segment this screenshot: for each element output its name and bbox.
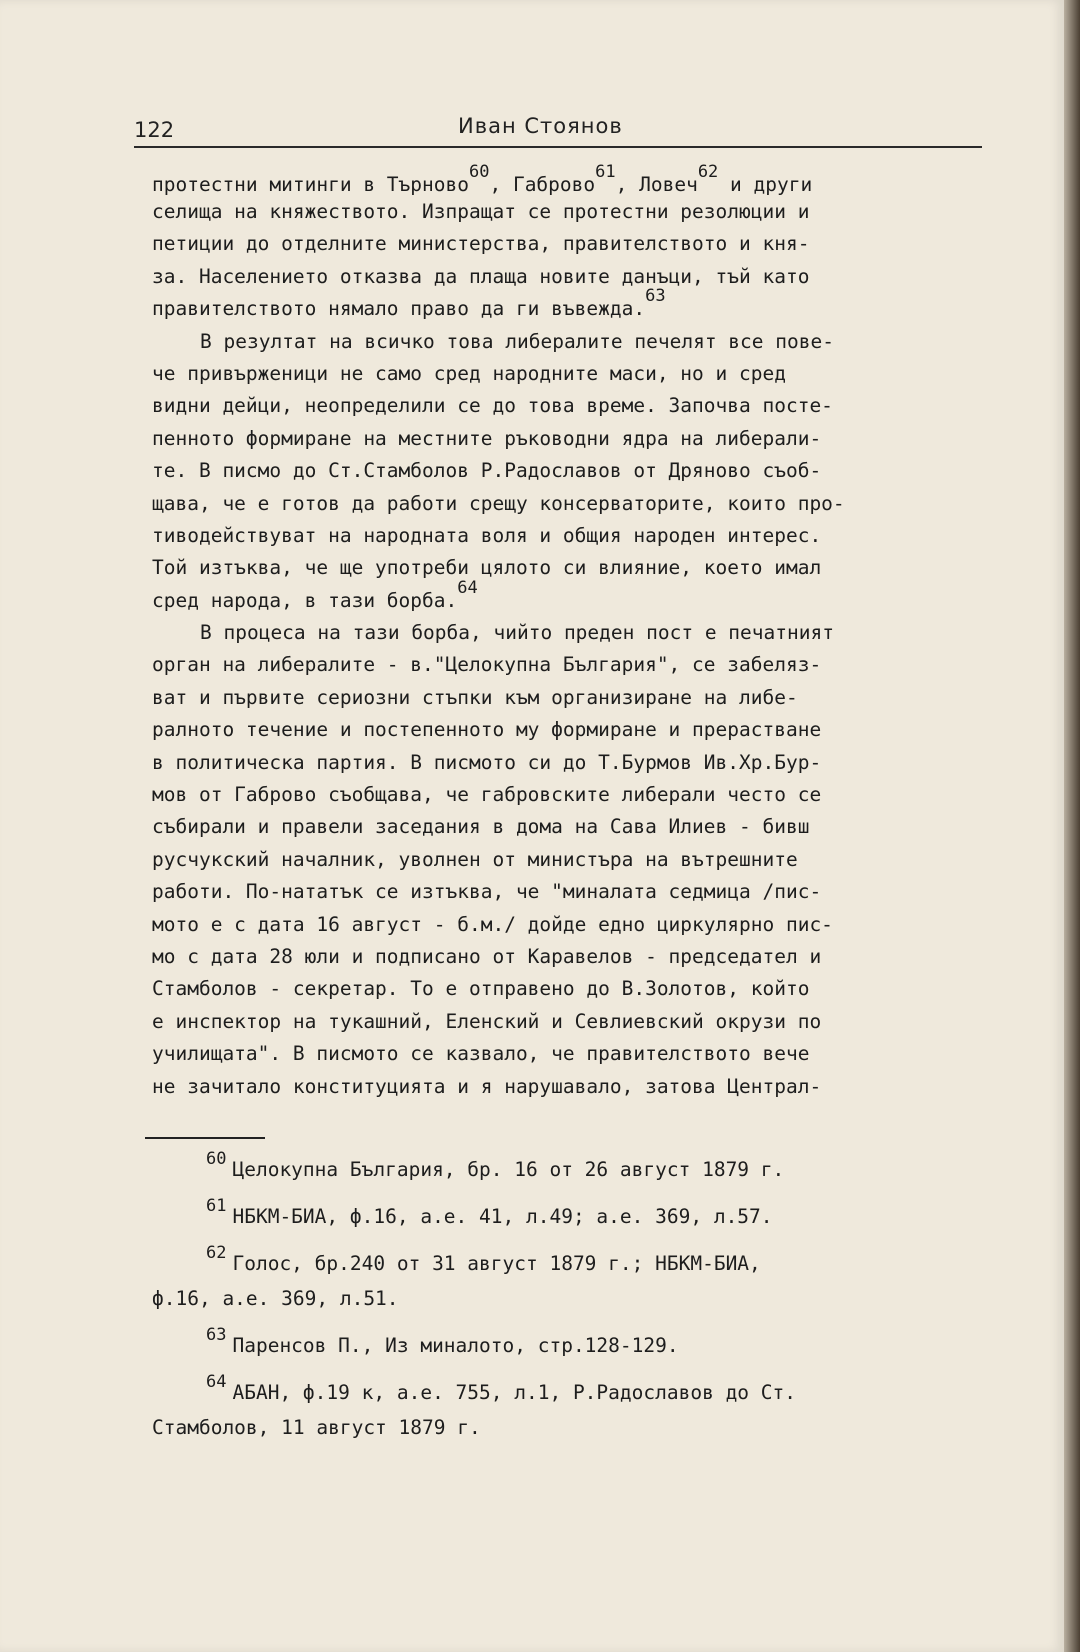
text-line: видни дейци, неопределили се до това време. Започва посте- <box>152 394 833 418</box>
text-line: за. Населението отказва да плаща новите данъци, тъй като <box>152 264 810 288</box>
text-line: ралното течение и постепенното му формиране и прерастване <box>152 718 822 742</box>
footnote-63: 63 Паренсов П., Из миналото, стр.128-129. <box>206 1325 679 1357</box>
text-line: те. В писмо до Ст.Стамболов Р.Радославов от Дряново съоб- <box>152 459 822 483</box>
footnote-ref: 64 <box>457 577 478 598</box>
text-line: селища на княжеството. Изпращат се протестни резолюции и <box>152 200 810 223</box>
footnote-64: 64 АБАН, ф.19 к, а.е. 755, л.1, Р.Радославов до Ст. <box>206 1372 797 1404</box>
page-edge-shadow <box>1064 0 1080 1652</box>
header-rule <box>134 146 982 148</box>
text-line: в политическа партия. В писмото си до Т.Бурмов Ив.Хр.Бур- <box>152 750 822 774</box>
paragraph-start: В процеса на тази борба, чийто преден пост е печатният <box>200 621 834 645</box>
text-line: ват и първите сериозни стъпки към организиране на либе- <box>152 685 798 709</box>
text-line: Той изтъква, че ще употреби цялото си влияние, което имал <box>152 556 822 580</box>
text-line: орган на либералите - в."Целокупна България", се забеляз- <box>152 653 822 677</box>
text-line: училищата". В писмото се казвало, че правителството вече <box>152 1042 810 1066</box>
text-line: че привърженици не само сред народните маси, но и сред <box>152 361 786 385</box>
footnote-separator <box>145 1137 265 1139</box>
text-line: правителството нямало право да ги въвежда.$^{63}$ <box>152 286 666 321</box>
text-line: протестни митинги в Търново$^{60}$, Габрово$^{61}$, Ловеч$^{62}$ и други <box>152 162 813 196</box>
text-line: сред народа, в тази борба.$^{64}$ <box>152 577 478 612</box>
text-line: мото е с дата 16 август - б.м./ дойде едно циркулярно пис- <box>152 912 833 936</box>
footnote-ref: 63 <box>645 286 666 307</box>
text-line: Стамболов - секретар. То е отправено до В.Золотов, който <box>152 977 810 1001</box>
footnote-62-continued: ф.16, а.е. 369, л.51. <box>152 1287 399 1310</box>
footnote-64-continued: Стамболов, 11 август 1879 г. <box>152 1416 481 1439</box>
footnote-ref: 61 <box>595 162 616 182</box>
text-line: петиции до отделните министерства, правителството и кня- <box>152 232 810 256</box>
footnote-61: 61 НБКМ-БИА, ф.16, а.е. 41, л.49; а.е. 369, л.57. <box>206 1196 773 1228</box>
text-line: мо с дата 28 юли и подписано от Каравелов - председател и <box>152 944 822 968</box>
running-head: Иван Стоянов <box>458 114 623 138</box>
text-line: тиводействуват на народната воля и общия народен интерес. <box>152 523 822 547</box>
text-line: работи. По-нататък се изтъква, че "миналата седмица /пис- <box>152 880 822 904</box>
footnote-60: 60 Целокупна България, бр. 16 от 26 август 1879 г. <box>206 1149 785 1181</box>
text-line: щава, че е готов да работи срещу консерваторите, които про- <box>152 491 845 515</box>
text-line: мов от Габрово съобщава, че габровските либерали често се <box>152 783 822 807</box>
text-line: събирали и правели заседания в дома на Сава Илиев - бивш <box>152 815 810 839</box>
footnotes <box>152 1140 992 1445</box>
text-line: е инспектор на тукашний, Еленский и Севлиевский окрузи по <box>152 1009 822 1033</box>
text-line: русчукский началник, уволнен от министъра на вътрешните <box>152 847 798 871</box>
footnote-ref: 62 <box>697 162 719 182</box>
paragraph-start: В резултат на всичко това либералите печелят все пове- <box>200 329 834 353</box>
main-text <box>152 162 992 1103</box>
text-line: пенното формиране на местните ръководни ядра на либерали- <box>152 426 822 450</box>
footnote-ref: 60 <box>468 162 490 182</box>
footnote-62: 62 Голос, бр.240 от 31 август 1879 г.; НБКМ-БИА, <box>206 1243 761 1275</box>
text-line: не зачитало конституцията и я нарушавало, затова Централ- <box>152 1074 822 1098</box>
page-number: 122 <box>134 118 175 142</box>
page-header <box>134 114 982 148</box>
